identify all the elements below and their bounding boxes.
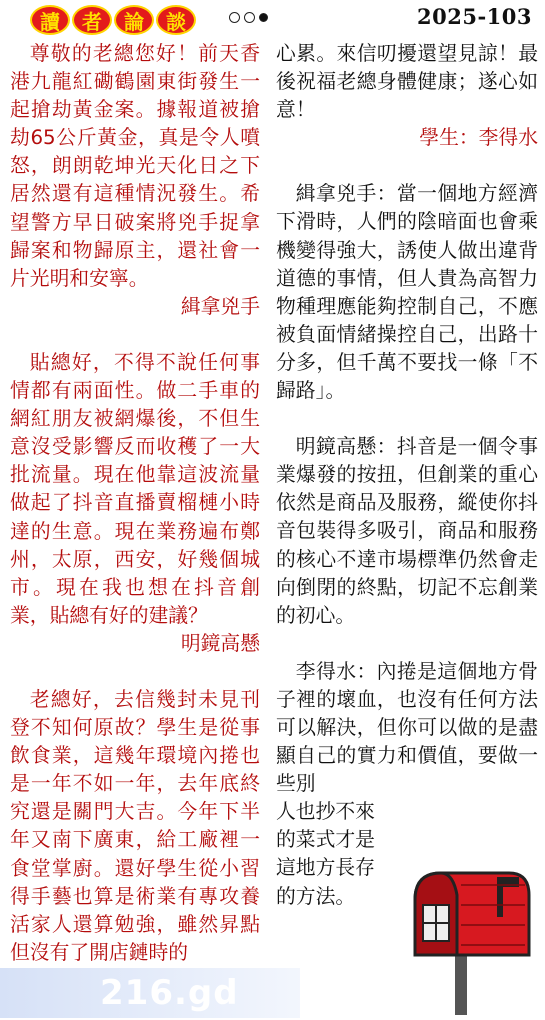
filled-circle-icon <box>259 13 268 22</box>
reply-paragraph <box>276 180 538 405</box>
letter-signature: 學生：李得水 <box>419 126 538 150</box>
mailbox-illustration <box>401 865 536 1015</box>
reply-line: 的方法。 <box>276 884 356 908</box>
left-column <box>10 40 260 967</box>
reply-text: 當一個地方經濟下滑時，人們的陰暗面也會乘機變得強大，誘使人做出違背道德的事情，但人貴為高智力物種理應能夠控制自己，不應被負面情緒操控自己，出路十分多，但千萬不要找一條「不歸路」。 <box>276 182 538 403</box>
title-badge: 者 <box>72 5 112 35</box>
reply-name: 明鏡高懸： <box>295 435 397 459</box>
reply-text: 內捲是這個地方骨子裡的壞血，也沒有任何方法可以解決，但你可以做的是盡顯自己的實力和價值，要做一些別 <box>276 659 538 796</box>
reply-line: 這地方長存 <box>276 856 375 880</box>
reply-text: 抖音是一個令事業爆發的按扭，但創業的重心依然是商品及服務，縱使你抖音包裝得多吸引，商品和服務的核心不達市場標準仍然會走向倒閉的終點，切記不忘創業的初心。 <box>276 435 538 627</box>
decorative-dots <box>229 12 268 23</box>
section-title-badges <box>30 5 196 35</box>
circle-icon <box>244 12 255 23</box>
letter-paragraph: 心累。來信叨擾還望見諒！最後祝福老總身體健康；遂心如意！ <box>276 42 538 122</box>
title-badge: 論 <box>114 5 154 35</box>
letter-paragraph: 貼總好，不得不說任何事情都有兩面性。做二手車的網紅朋友被網爆後，不但生意沒受影響反而收穫了一大批流量。現在他靠這波流量做起了抖音直播賣榴槤小時達的生意。現在業務遍布鄭州，太原，西安，好幾個城市。現在我也想在抖音創業，貼總有好的建議？ <box>10 350 260 627</box>
letter-signature: 明鏡高懸 <box>180 631 260 655</box>
reply-paragraph <box>276 433 538 630</box>
reply-paragraph <box>276 658 538 798</box>
title-badge: 讀 <box>30 5 70 35</box>
issue-number: 2025-103 <box>417 4 532 29</box>
letter-paragraph: 尊敬的老總您好！前天香港九龍紅磡鶴園東街發生一起搶劫黃金案。據報道被搶劫65公斤黃金，真是令人噴怒，朗朗乾坤光天化日之下居然還有這種情況發生。希望警方早日破案將兇手捉拿歸案和物歸原主，還社會一片光明和安寧。 <box>10 42 260 290</box>
circle-icon <box>229 12 240 23</box>
watermark: 216.gd <box>0 968 300 1018</box>
letter-paragraph: 老總好，去信幾封未見刊登不知何原故？學生是從事飲食業，這幾年環境內捲也是一年不如一年，去年底終究還是關門大吉。今年下半年又南下廣東，給工廠裡一食堂掌廚。還好學生從小習得手藝也算是術業有專攻養活家人還算勉強，雖然昇點但沒有了開店鏈時的 <box>10 687 260 964</box>
page-header <box>0 0 545 36</box>
reply-name: 李得水： <box>295 659 377 683</box>
letter-signature: 緝拿兇手 <box>180 294 260 318</box>
reply-line: 的菜式才是 <box>276 828 375 852</box>
reply-line: 人也抄不來 <box>276 800 375 824</box>
right-column <box>276 40 538 911</box>
title-badge: 談 <box>156 5 196 35</box>
reply-name: 緝拿兇手： <box>295 182 397 206</box>
